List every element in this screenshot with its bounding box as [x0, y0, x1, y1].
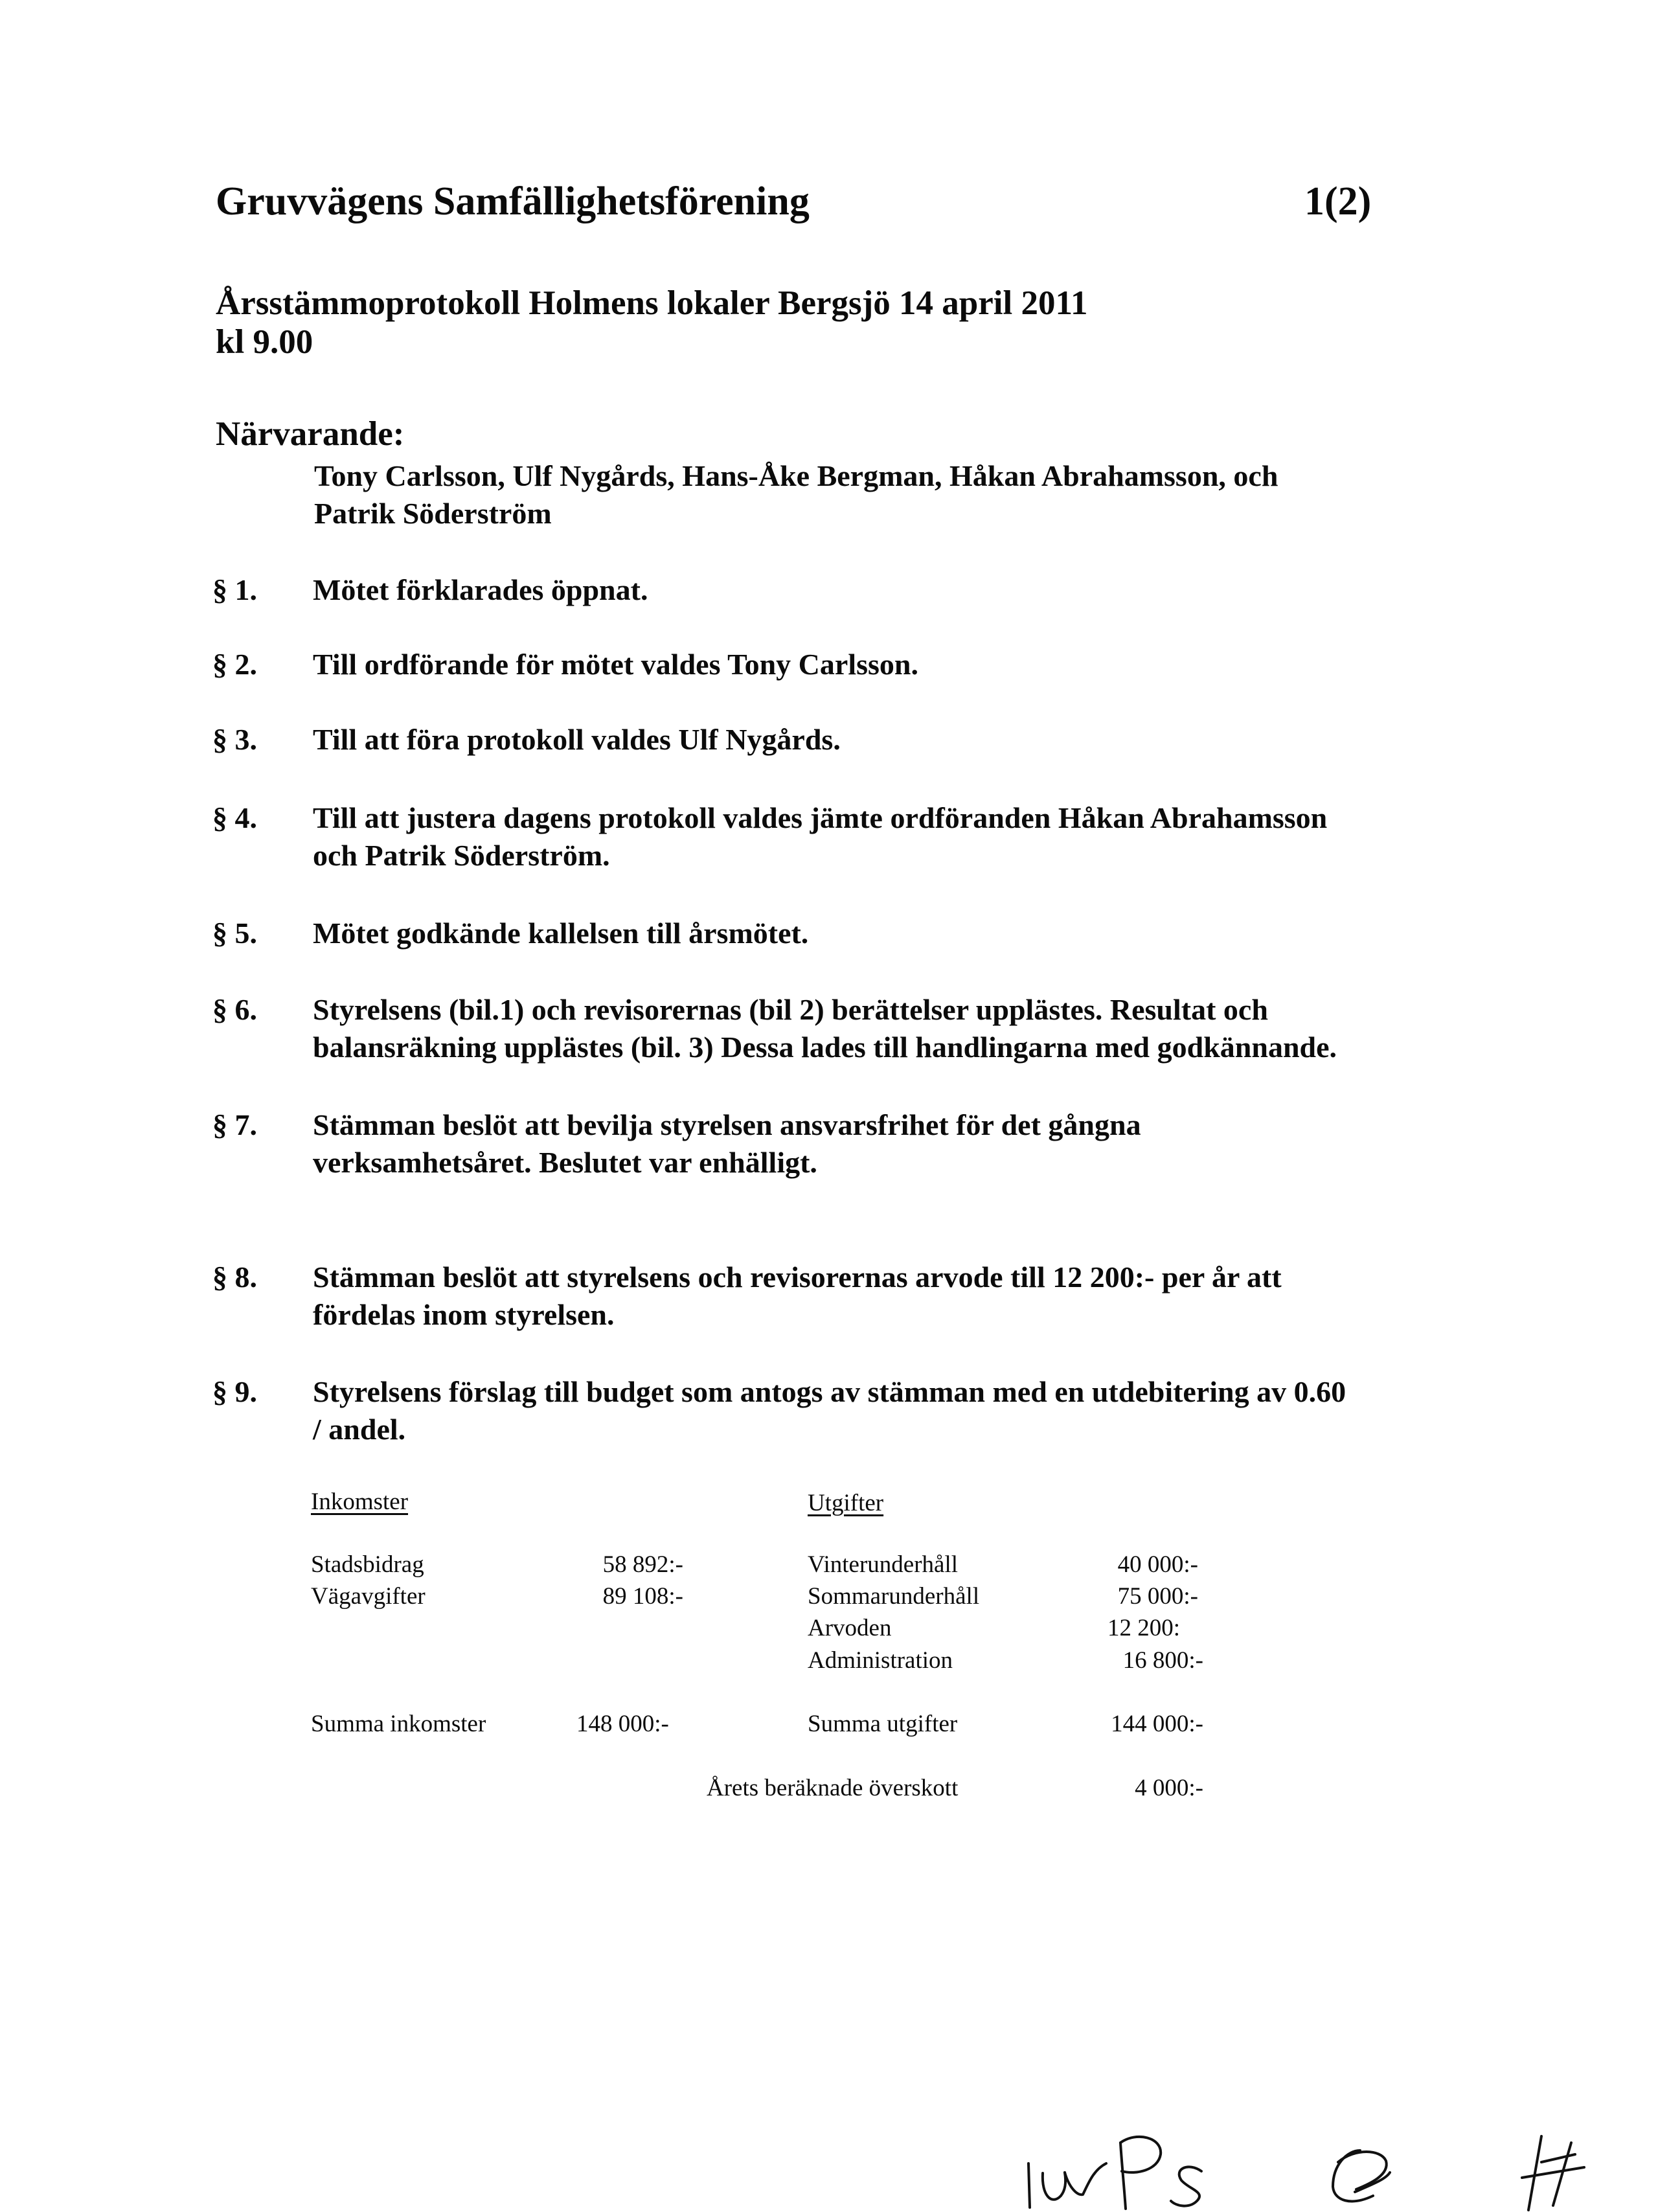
paragraph-number: § 2. [212, 648, 257, 681]
income-label: Vägavgifter [311, 1583, 426, 1610]
expense-amount: 40 000:- [1117, 1551, 1198, 1578]
surplus-amount: 4 000:- [1135, 1775, 1203, 1801]
paragraph-text: / andel. [313, 1413, 406, 1446]
expense-label: Administration [808, 1647, 953, 1674]
page-number: 1(2) [1304, 179, 1372, 223]
paragraph-number: § 6. [212, 993, 257, 1026]
expense-total-label: Summa utgifter [808, 1711, 958, 1737]
expense-label: Sommarunderhåll [808, 1583, 980, 1610]
income-amount: 58 892:- [602, 1551, 683, 1578]
paragraph-text: Till ordförande för mötet valdes Tony Carlsson. [313, 648, 918, 681]
paragraph-text: Till att föra protokoll valdes Ulf Nygårds. [313, 723, 841, 756]
expense-label: Arvoden [808, 1615, 892, 1641]
paragraph-text: Till att justera dagens protokoll valdes jämte ordföranden Håkan Abrahamsson [313, 801, 1328, 834]
surplus-label: Årets beräknade överskott [707, 1775, 959, 1801]
org-name: Gruvvägens Samfällighetsförening [216, 179, 810, 223]
paragraph-text: och Patrik Söderström. [313, 839, 610, 872]
income-amount: 89 108:- [602, 1583, 683, 1610]
paragraph-text: Stämman beslöt att styrelsens och revisorernas arvode till 12 200:- per år att [313, 1260, 1282, 1294]
paragraph-text: Mötet förklarades öppnat. [313, 573, 648, 606]
paragraph-text: Styrelsens (bil.1) och revisorernas (bil 2) berättelser upplästes. Resultat och [313, 993, 1268, 1026]
expense-amount: 75 000:- [1117, 1583, 1198, 1610]
paragraph-number: § 4. [212, 801, 257, 834]
paragraph-text: Mötet godkände kallelsen till årsmötet. [313, 917, 809, 950]
income-total-label: Summa inkomster [311, 1711, 486, 1737]
income-label: Stadsbidrag [311, 1551, 424, 1578]
paragraph-number: § 9. [212, 1375, 257, 1408]
paragraph-text: verksamhetsåret. Beslutet var enhälligt. [313, 1146, 817, 1179]
paragraph-text: balansräkning upplästes (bil. 3) Dessa lades till handlingarna med godkännande. [313, 1031, 1337, 1064]
paragraph-number: § 5. [212, 917, 257, 950]
expense-heading: Utgifter [808, 1490, 884, 1516]
attendees-heading: Närvarande: [216, 415, 405, 453]
paragraph-text: Stämman beslöt att bevilja styrelsen ansvarsfrihet för det gångna [313, 1108, 1141, 1141]
income-total: 148 000:- [576, 1711, 669, 1737]
initial-stroke [1028, 2163, 1030, 2207]
expense-total: 144 000:- [1111, 1711, 1203, 1737]
handwritten-initials [1023, 2125, 1587, 2212]
minutes-title: Årsstämmoprotokoll Holmens lokaler Bergsjö 14 april 2011 [216, 284, 1088, 322]
paragraph-text: Styrelsens förslag till budget som antogs av stämman med en utdebitering av 0.60 [313, 1375, 1346, 1408]
expense-label: Vinterunderhåll [808, 1551, 959, 1578]
income-heading: Inkomster [311, 1488, 409, 1515]
minutes-time: kl 9.00 [216, 323, 313, 361]
attendees-line-1: Tony Carlsson, Ulf Nygårds, Hans-Åke Bergman, Håkan Abrahamsson, och [314, 459, 1278, 492]
paragraph-number: § 8. [212, 1260, 257, 1294]
paragraph-number: § 1. [212, 573, 257, 606]
expense-amount: 12 200: [1107, 1615, 1181, 1641]
expense-amount: 16 800:- [1122, 1647, 1203, 1674]
attendees-line-2: Patrik Söderström [314, 497, 552, 530]
paragraph-number: § 7. [212, 1108, 257, 1141]
paragraph-text: fördelas inom styrelsen. [313, 1298, 615, 1331]
paragraph-number: § 3. [212, 723, 257, 756]
